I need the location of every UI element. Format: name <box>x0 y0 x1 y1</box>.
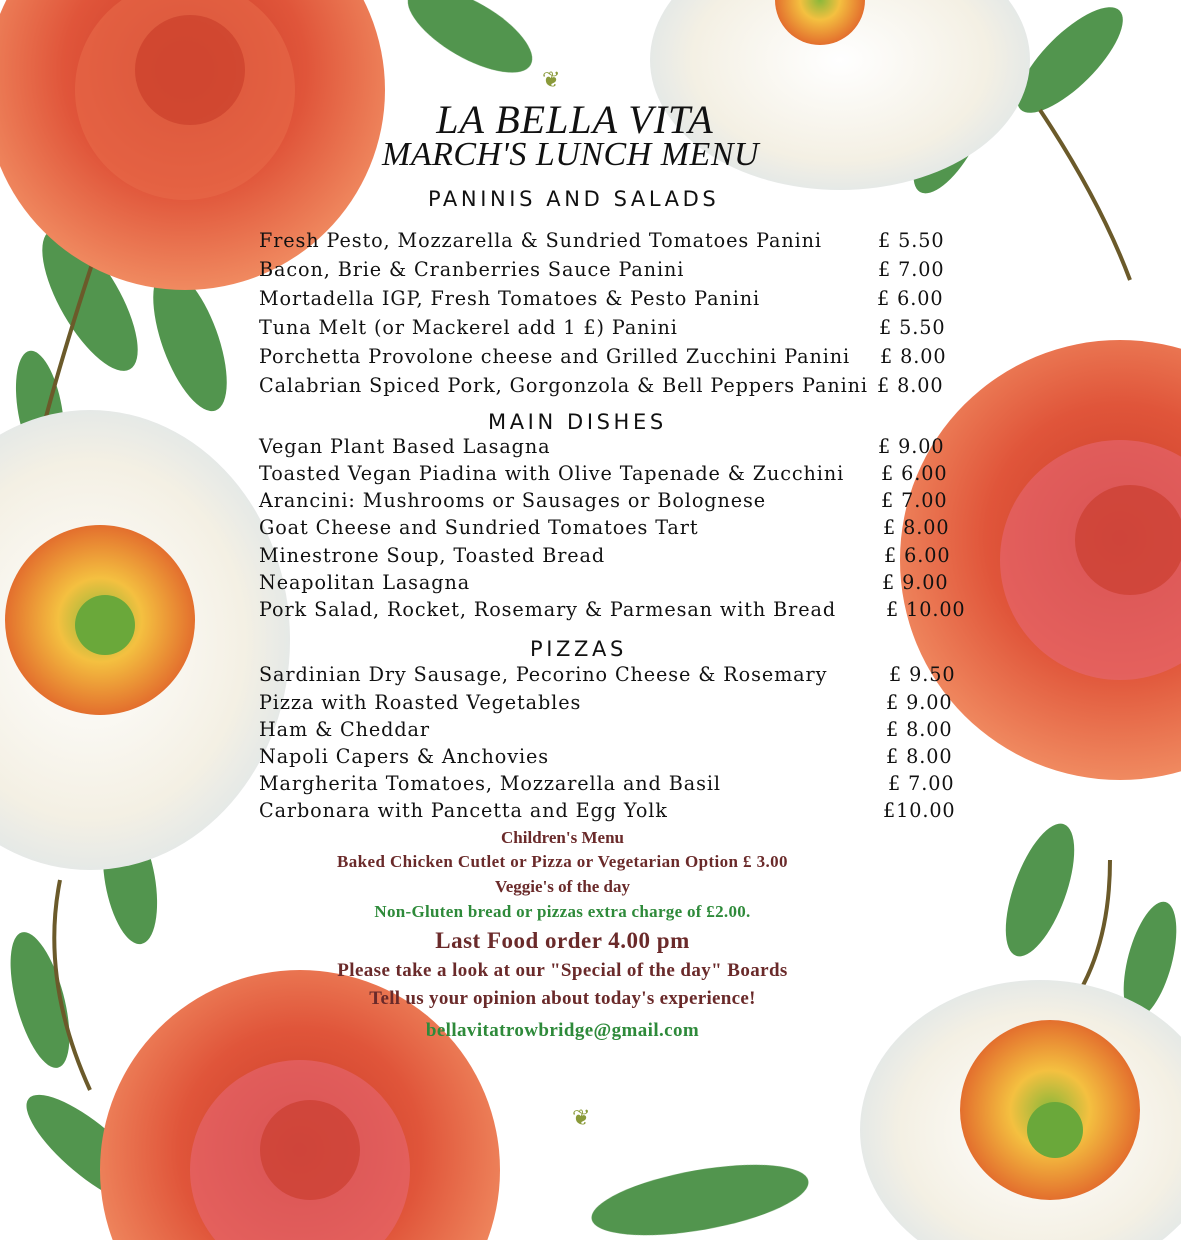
menu-item-price: £ 5.50 <box>878 229 945 252</box>
menu-item: Fresh Pesto, Mozzarella & Sundried Tomatoes Panini <box>259 229 822 252</box>
menu-item-price: £ 8.00 <box>880 345 947 368</box>
menu-item-price: £ 8.00 <box>883 516 950 539</box>
menu-item-price: £ 7.00 <box>878 258 945 281</box>
menu-item-price: £ 7.00 <box>881 489 948 512</box>
menu-item-price: £ 9.00 <box>878 435 945 458</box>
ornament-bottom: ❦ <box>572 1106 591 1131</box>
menu-item-price: £ 7.00 <box>888 772 955 795</box>
menu-item: Neapolitan Lasagna <box>259 571 471 594</box>
menu-item-price: £ 8.00 <box>886 718 953 741</box>
menu-item-price: £ 6.00 <box>881 462 948 485</box>
menu-item: Pizza with Roasted Vegetables <box>259 691 582 714</box>
menu-item: Ham & Cheddar <box>259 718 430 741</box>
menu-item-price: £ 6.00 <box>877 287 944 310</box>
menu-item: Toasted Vegan Piadina with Olive Tapenade & Zucchini <box>259 462 845 485</box>
last-order: Last Food order 4.00 pm <box>435 928 690 953</box>
menu-item: Pork Salad, Rocket, Rosemary & Parmesan with Bread <box>259 598 837 621</box>
rose-bottom-left <box>100 970 500 1240</box>
contact-email[interactable]: bellavitatrowbridge@gmail.com <box>425 1020 700 1041</box>
menu-item: Vegan Plant Based Lasagna <box>259 435 551 458</box>
section-title-mains: MAIN DISHES <box>488 410 667 434</box>
section-title-paninis: PANINIS AND SALADS <box>428 187 720 211</box>
veggie-of-day: Veggie's of the day <box>495 877 630 896</box>
section-title-pizzas: PIZZAS <box>530 637 627 661</box>
menu-item: Napoli Capers & Anchovies <box>259 745 550 768</box>
menu-item-price: £ 9.00 <box>886 691 953 714</box>
daffodil-left <box>0 410 290 870</box>
menu-item-price: £ 9.00 <box>882 571 949 594</box>
menu-item: Goat Cheese and Sundried Tomatoes Tart <box>259 516 699 539</box>
daffodil-bottom-right <box>860 980 1181 1240</box>
children-menu-title: Children's Menu <box>501 828 624 847</box>
menu-item: Sardinian Dry Sausage, Pecorino Cheese & Rosemary <box>259 663 828 686</box>
menu-item: Carbonara with Pancetta and Egg Yolk <box>259 799 668 822</box>
menu-item: Arancini: Mushrooms or Sausages or Bolognese <box>259 489 766 512</box>
opinion-request: Tell us your opinion about today's experience! <box>369 988 756 1009</box>
menu-item: Calabrian Spiced Pork, Gorgonzola & Bell Peppers Panini <box>259 374 868 397</box>
special-of-day: Please take a look at our "Special of the day" Boards <box>337 960 788 981</box>
children-menu-text: Baked Chicken Cutlet or Pizza or Vegetarian Option £ 3.00 <box>337 852 788 871</box>
menu-item-price: £ 8.00 <box>877 374 944 397</box>
menu-item-price: £ 10.00 <box>886 598 966 621</box>
menu-item-price: £10.00 <box>883 799 956 822</box>
menu-item: Porchetta Provolone cheese and Grilled Zucchini Panini <box>259 345 851 368</box>
menu-item: Bacon, Brie & Cranberries Sauce Panini <box>259 258 685 281</box>
menu-title: MARCH'S LUNCH MENU <box>382 136 760 173</box>
menu-item-price: £ 8.00 <box>886 745 953 768</box>
menu-item-price: £ 9.50 <box>889 663 956 686</box>
menu-item: Minestrone Soup, Toasted Bread <box>259 544 606 567</box>
menu-item-price: £ 5.50 <box>879 316 946 339</box>
menu-item-price: £ 6.00 <box>884 544 951 567</box>
menu-item: Mortadella IGP, Fresh Tomatoes & Pesto Panini <box>259 287 761 310</box>
ornament-top: ❦ <box>542 68 561 93</box>
menu-item: Tuna Melt (or Mackerel add 1 £) Panini <box>259 316 678 339</box>
restaurant-name: LA BELLA VITA <box>436 97 714 142</box>
gluten-note: Non-Gluten bread or pizzas extra charge of £2.00. <box>374 902 751 921</box>
menu-item: Margherita Tomatoes, Mozzarella and Basil <box>259 772 721 795</box>
